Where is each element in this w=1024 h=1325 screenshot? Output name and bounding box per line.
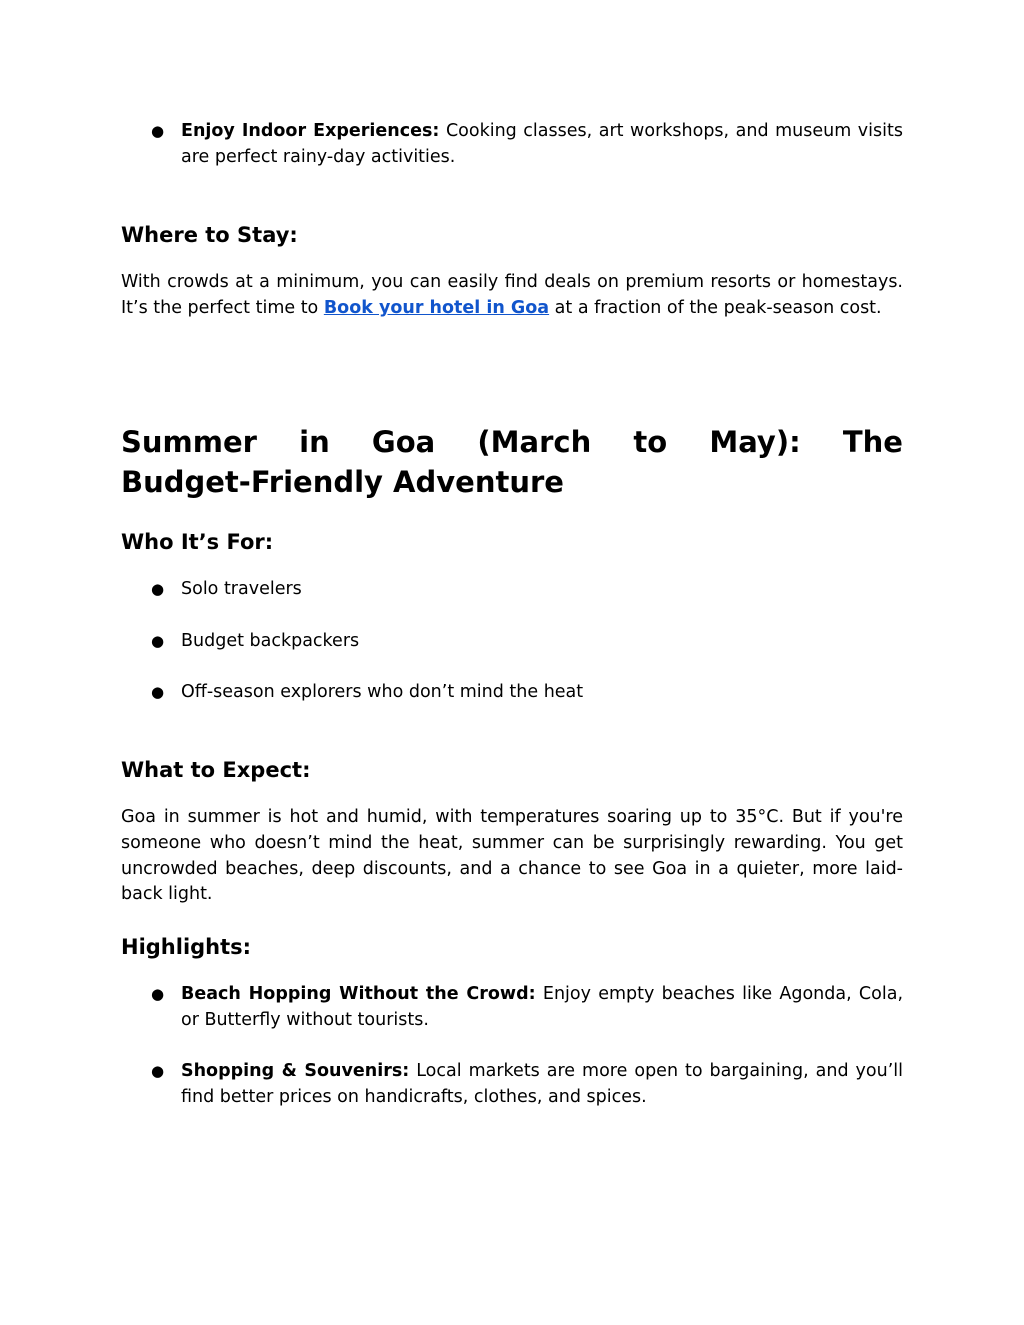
item-text: Off-season explorers who don’t mind the heat <box>181 682 584 703</box>
item-text: Budget backpackers <box>181 630 360 651</box>
where-to-stay-paragraph <box>121 270 903 322</box>
title-line-2: Budget-Friendly Adventure <box>121 465 564 499</box>
item-title: Enjoy Indoor Experiences: <box>181 121 440 141</box>
item-text: Cooking classes, art workshops, and museum visits are perfect rainy-day activities. <box>181 121 903 167</box>
paragraph-text: at a fraction of the peak-season cost. <box>549 297 882 318</box>
item-text: Local markets are more open to bargaining, and you’ll find better prices on handicrafts, clothes, and spices. <box>181 1061 903 1108</box>
list-item <box>121 680 903 706</box>
bullet-icon: ● <box>151 683 165 702</box>
list-item <box>121 1059 903 1111</box>
item-title: Shopping & Souvenirs: <box>181 1061 410 1082</box>
section-title-summer <box>121 422 903 502</box>
title-word: in <box>299 425 330 459</box>
title-word: The <box>842 425 903 459</box>
section-heading-what-to-expect: What to Expect: <box>121 758 311 782</box>
item-text: Solo travelers <box>181 579 302 599</box>
list-item <box>121 629 903 655</box>
title-word: May): <box>709 425 801 459</box>
highlights-list <box>121 982 903 1111</box>
item-text: Enjoy empty beaches like Agonda, Cola, or Butterfly without tourists. <box>181 984 904 1030</box>
section-heading-who-its-for: Who It’s For: <box>121 530 274 554</box>
title-word: (March <box>477 425 592 459</box>
title-line-1 <box>121 422 903 462</box>
what-to-expect-paragraph: Goa in summer is hot and humid, with temperatures soaring up to 35°C. But if you're someone who doesn’t mind the heat, summer can be surprisingly rewarding. You get uncrowded beaches, deep discounts, and a chance to see Goa in a quieter, more laid-back light. <box>121 807 903 905</box>
list-item <box>121 119 903 171</box>
item-title: Beach Hopping Without the Crowd: <box>181 984 536 1004</box>
section-heading-highlights: Highlights: <box>121 935 252 959</box>
bullet-icon: ● <box>151 631 165 650</box>
title-word: to <box>633 425 668 459</box>
rainy-activities-list <box>121 119 903 171</box>
book-hotel-link[interactable]: Book your hotel in Goa <box>323 297 550 318</box>
list-item <box>121 982 903 1034</box>
bullet-icon: ● <box>151 1062 165 1081</box>
section-heading-where-to-stay: Where to Stay: <box>121 223 298 247</box>
list-item <box>121 577 903 603</box>
bullet-icon: ● <box>151 580 165 598</box>
paragraph-text: With crowds at a minimum, you can easily find deals on premium resorts or homestays. It’s the perfect time to <box>121 272 903 318</box>
title-word: Summer <box>121 425 257 459</box>
who-its-for-list <box>121 577 903 706</box>
title-word: Goa <box>371 425 436 459</box>
bullet-icon: ● <box>151 122 165 140</box>
bullet-icon: ● <box>151 985 165 1003</box>
